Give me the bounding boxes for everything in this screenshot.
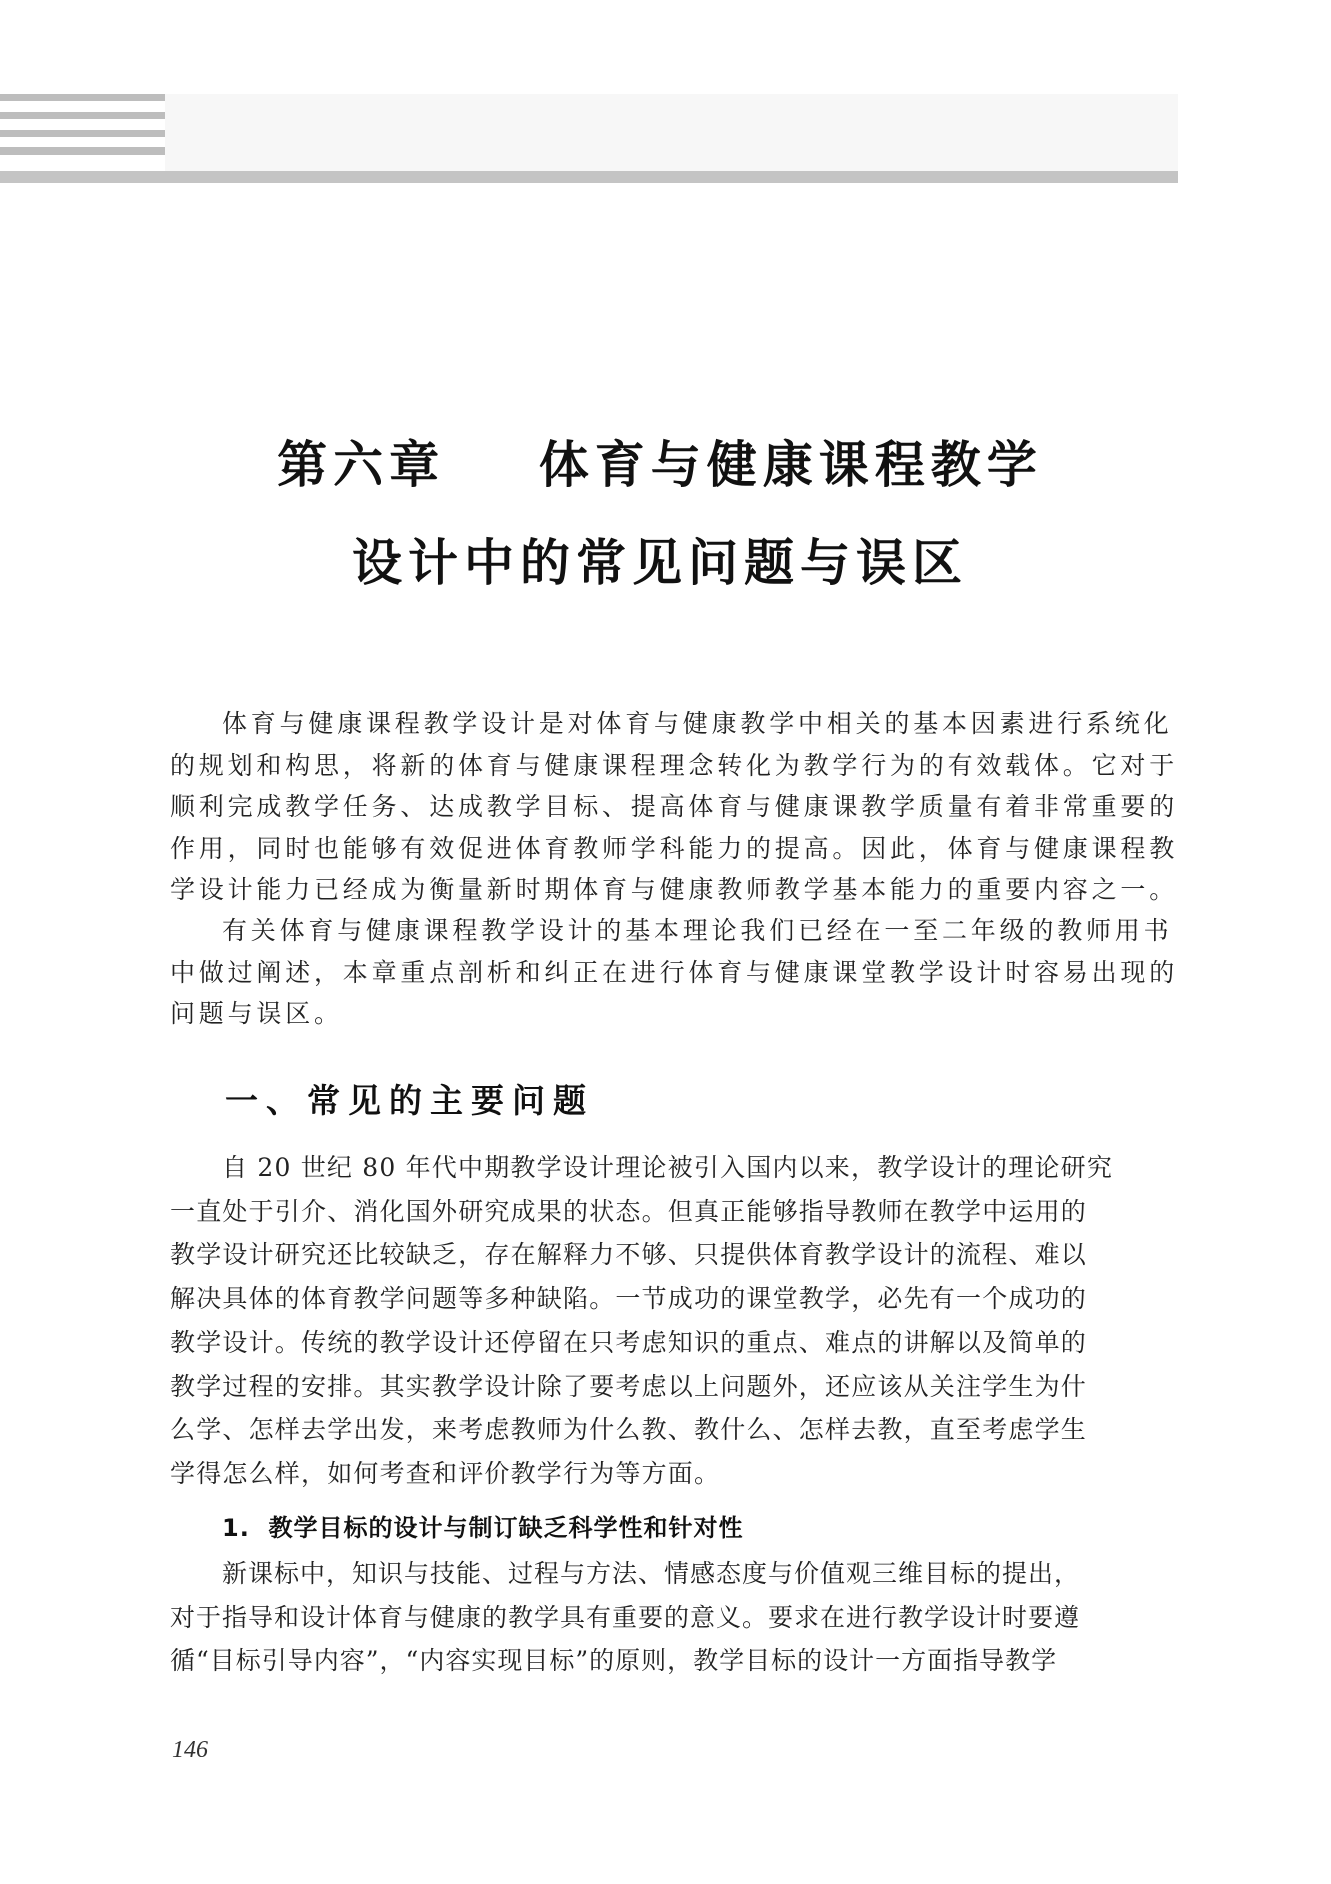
subsection-heading: 1. 教学目标的设计与制订缺乏科学性和针对性 (222, 1514, 744, 1542)
text-line: 么学、怎样去学出发，来考虑教师为什么教、教什么、怎样去教，直至考虑学生 (170, 1415, 1088, 1445)
text-line: 自 20 世纪 80 年代中期教学设计理论被引入国内以来，教学设计的理论研究 (222, 1153, 1114, 1182)
section-paragraph (170, 1146, 1178, 1496)
text-line: 一直处于引介、消化国外研究成果的状态。但真正能够指导教师在教学中运用的 (170, 1196, 1088, 1226)
decorative-stripe (0, 130, 165, 137)
text-line: 学得怎么样，如何考查和评价教学行为等方面。 (170, 1458, 721, 1488)
section-heading: 一、常见的主要问题 (225, 1081, 594, 1120)
chapter-title-line-1: 第六章 体育与健康课程教学 (277, 436, 1043, 494)
intro-paragraph-1 (170, 703, 1178, 911)
text-line: 的规划和构思，将新的体育与健康课程理念转化为教学行为的有效载体。它对于 (170, 750, 1179, 780)
text-line: 问题与误区。 (170, 999, 343, 1028)
intro-paragraph-2 (170, 910, 1178, 1035)
decorative-stripe (0, 112, 165, 119)
header-decoration (0, 0, 1331, 200)
text-line: 新课标中，知识与技能、过程与方法、情感态度与价值观三维目标的提出， (222, 1559, 1081, 1588)
decorative-stripe (0, 147, 165, 155)
text-line: 教学设计研究还比较缺乏，存在解释力不够、只提供体育教学设计的流程、难以 (170, 1240, 1088, 1270)
text-line: 循“目标引导内容”，“内容实现目标”的原则，教学目标的设计一方面指导教学 (170, 1646, 1058, 1675)
text-line: 作用，同时也能够有效促进体育教师学科能力的提高。因此，体育与健康课程教 (170, 833, 1179, 863)
text-line: 体育与健康课程教学设计是对体育与健康教学中相关的基本因素进行系统化 (222, 709, 1173, 738)
subsection-paragraph (170, 1552, 1178, 1683)
page-number: 146 (172, 1737, 208, 1763)
text-line: 教学设计。传统的教学设计还停留在只考虑知识的重点、难点的讲解以及简单的 (170, 1327, 1088, 1357)
text-line: 教学过程的安排。其实教学设计除了要考虑以上问题外，还应该从关注学生为什 (170, 1371, 1088, 1401)
chapter-title (140, 416, 1180, 612)
header-rule (0, 171, 1178, 183)
text-line: 解决具体的体育教学问题等多种缺陷。一节成功的课堂教学，必先有一个成功的 (170, 1284, 1088, 1314)
text-line: 中做过阐述，本章重点剖析和纠正在进行体育与健康课堂教学设计时容易出现的 (170, 957, 1179, 987)
text-line: 学设计能力已经成为衡量新时期体育与健康教师教学基本能力的重要内容之一。 (170, 875, 1179, 904)
text-line: 对于指导和设计体育与健康的教学具有重要的意义。要求在进行教学设计时要遵 (170, 1602, 1081, 1632)
header-band (165, 94, 1178, 171)
text-line: 顺利完成教学任务、达成教学目标、提高体育与健康课教学质量有着非常重要的 (170, 792, 1179, 821)
chapter-title-line-2: 设计中的常见问题与误区 (352, 534, 968, 592)
text-line: 有关体育与健康课程教学设计的基本理论我们已经在一至二年级的教师用书 (222, 916, 1173, 945)
decorative-stripe (0, 94, 165, 101)
